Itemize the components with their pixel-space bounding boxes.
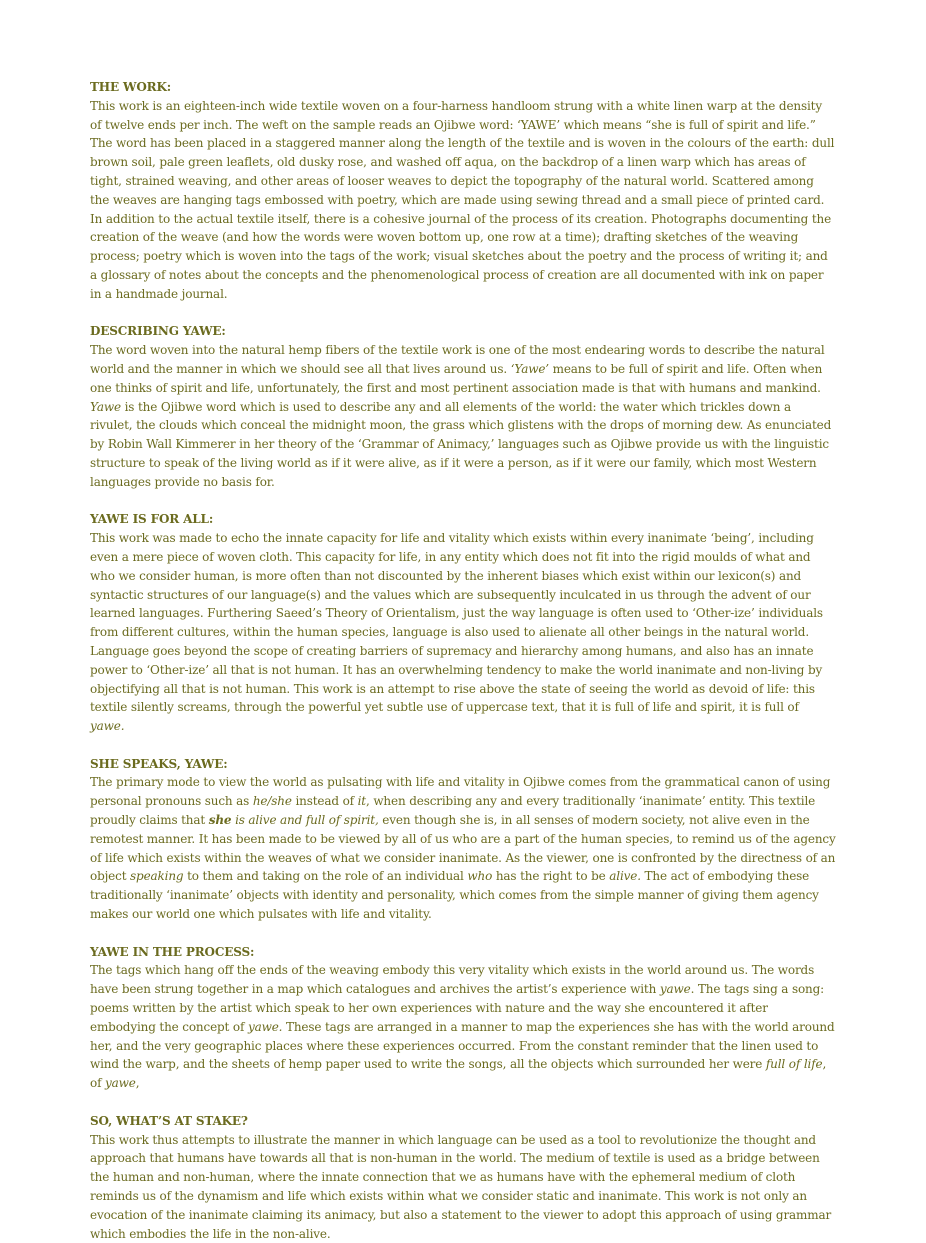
body-text: means to be full of spirit and life. Often when one thinks of spirit and life, unfortunately, the first and most pertinent association made is that with humans and mankind.: [90, 361, 823, 395]
section-heading: YAWE IS FOR ALL:: [90, 512, 214, 527]
body-text: These tags are arranged in a manner to map the experiences she has with the world around her, and the very geographic places where these experiences occurred. From the constant reminder that the linen used to wind the warp, and the sheets of hemp paper used to write the songs, all the objects which surrounded her were: [90, 1019, 835, 1072]
body-text: , when describing any and every traditionally ‘inanimate’ entity. This textile proudly claims that: [90, 794, 816, 828]
section-heading: DESCRIBING YAWE:: [90, 324, 226, 339]
body-text: , of: [90, 1057, 827, 1091]
italic-text: yawe.: [90, 719, 125, 734]
italic-text: is alive and full of spirit,: [231, 813, 379, 828]
section-body: [90, 1131, 836, 1243]
section-body: [90, 341, 836, 491]
italic-text: full of life: [765, 1057, 823, 1072]
italic-text: who: [467, 869, 493, 884]
body-text: even though she is, in all senses of modern society, not alive even in the remotest manner. It has been made to be viewed by all of us who are a part of the human species, to remind us of the agency of life which exists within the weaves of what we consider inanimate. As the viewer, one is confronted by the directness of an object: [90, 813, 836, 884]
body-text: The act of embodying these traditionally ‘inanimate’ objects with identity and personality, which comes from the simple manner of giving them agency makes our world one which pulsates with life and vitality.: [90, 869, 819, 922]
section-body: [90, 961, 836, 1093]
body-text: The word woven into the natural hemp fibers of the textile work is one of the most endearing words to describe the natural world and the manner in which we should see all that lives around us.: [90, 343, 825, 376]
italic-text: ‘Yawe’: [510, 361, 549, 376]
section-describing-yawe: [90, 322, 836, 491]
bold-italic-text: she: [208, 813, 232, 828]
section-heading: YAWE IN THE PROCESS:: [90, 944, 255, 959]
section-body: [90, 529, 836, 736]
body-text: is the Ojibwe word which is used to describe any and all elements of the world: the water which trickles down a rivulet, the clouds which conceal the midnight moon, the grass which glistens with the drops of morning dew. As enunciated by Robin Wall Kimmerer in her theory of the ‘Grammar of Animacy,’ languages such as Ojibwe provide us with the linguistic structure to speak of the living world as if it were alive, as if it were a person, as if it were our family, which most Western languages provide no basis for.: [90, 399, 832, 489]
body-text: This work is an eighteen-inch wide textile woven on a four-harness handloom strung with a white linen warp at the density of twelve ends per inch. The weft on the sample reads an Ojibwe word: ‘YAWE’ which means “she is full of spirit and life.” The word has been placed in a staggered manner along the length of the textile and is woven in the colours of the earth: dull brown soil, pale green leaflets, old dusky rose, and washed off aqua, on the backdrop of a linen warp which has areas of tight, strained weaving, and other areas of looser weaves to depict the topography of the natural world. Scattered among the weaves are hanging tags embossed with poetry, which are made using sewing thread and a small piece of printed card. In addition to the actual textile itself, there is a cohesive journal of the process of its creation. Photographs documenting the creation of the weave (and how the words were woven bottom up, one row at a time); drafting sketches of the weaving process; poetry which is woven into the tags of the work; visual sketches about the poetry and the process of writing it; and a glossary of notes about the concepts and the phenomenological process of creation are all documented with ink on paper in a handmade journal.: [90, 98, 835, 301]
body-text: instead of: [291, 794, 358, 809]
body-text: This work was made to echo the innate capacity for life and vitality which exists within every inanimate ‘being’, including even a mere piece of woven cloth. This capacity for life, in any entity which does not fit into the rigid moulds of what and who we consider human, is more often than not discounted by the inherent biases which exist within our lexicon(s) and syntactic structures of our language(s) and the values which are subsequently inculcated in us through the advent of our learned languages. Furthering Saeed’s Theory of Orientalism, just the way language is often used to ‘Other-ize’ individuals from different cultures, within the human species, language is also used to alienate all other beings in the natural world. Language goes beyond the scope of creating barriers of supremacy and hierarchy among humans, and also has an innate power to ‘Other-ize’ all that is not human. It has an overwhelming tendency to make the world inanimate and non-living by objectifying all that is not human. This work is an attempt to rise above the state of seeing the world as devoid of life: this textile silently screams, through the powerful yet subtle use of uppercase text, that it is full of life and spirit, it is full of: [90, 531, 823, 715]
italic-text: Yawe: [90, 399, 121, 414]
italic-text: alive.: [609, 869, 641, 884]
body-text: ,: [135, 1076, 140, 1091]
section-heading: SHE SPEAKS, YAWE:: [90, 756, 228, 771]
italic-text: speaking: [130, 869, 184, 884]
body-text: . The tags sing a song: poems written by the artist which speak to her own experiences with nature and the way she encountered it after embodying the concept of: [90, 982, 825, 1034]
section-body: [90, 97, 836, 304]
section-yawe-is-for-all: [90, 510, 836, 736]
section-body: [90, 773, 836, 923]
body-text: This work thus attempts to illustrate the manner in which language can be used as a tool to revolutionize the thought and approach that humans have towards all that is non-human in the world. The medium of textile is used as a bridge between the human and non-human, where the innate connection that we as humans have with the ephemeral medium of cloth reminds us of the dynamism and life which exists within what we consider static and inanimate. This work is not only an evocation of the inanimate claiming its animacy, but also a statement to the viewer to adopt this approach of using grammar which embodies the life in the non-alive.: [90, 1132, 832, 1241]
italic-text: it: [357, 794, 366, 809]
italic-text: he/she: [252, 794, 292, 809]
section-the-work: [90, 78, 836, 304]
section-heading: SO, WHAT’S AT STAKE?: [90, 1113, 248, 1128]
italic-text: yawe: [659, 982, 691, 997]
body-text: has the right to be: [492, 869, 610, 884]
body-text: to them and taking on the role of an individual: [183, 869, 468, 884]
italic-text: yawe.: [247, 1019, 283, 1034]
italic-text: yawe: [105, 1076, 136, 1091]
section-heading: THE WORK:: [90, 80, 172, 94]
section-whats-at-stake: [90, 1112, 836, 1243]
body-text: The tags which hang off the ends of the weaving embody this very vitality which exists in the world around us. The words have been strung together in a map which catalogues and archives the artist’s experience with: [90, 963, 815, 997]
section-yawe-in-the-process: [90, 943, 836, 1093]
section-she-speaks-yawe: [90, 755, 836, 924]
body-text: The primary mode to view the world as pulsating with life and vitality in Ojibwe comes from the grammatical canon of using personal pronouns such as: [90, 775, 831, 809]
